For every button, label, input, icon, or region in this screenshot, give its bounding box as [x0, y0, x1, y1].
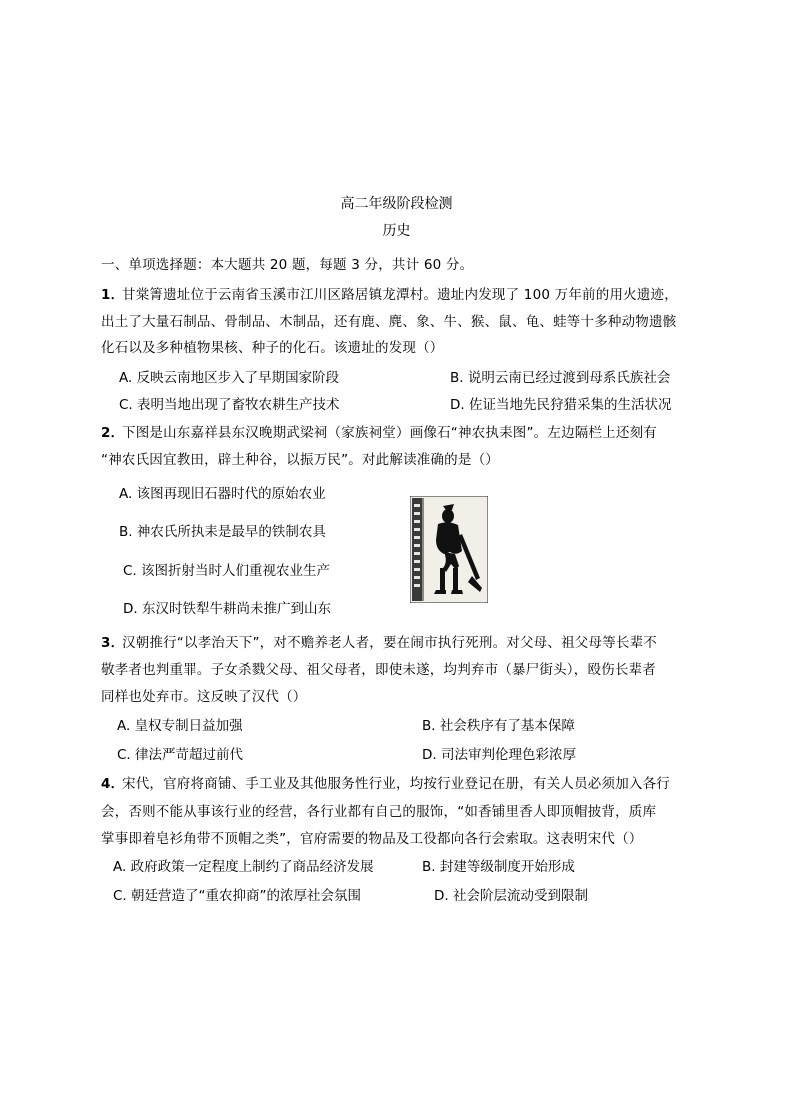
question-line: “神农氏因宜教田，辟土种谷，以振万民”。对此解读准确的是（） [101, 452, 499, 468]
question-line: 掌事即着皂衫角带不顶帽之类”，官府需要的物品及工役都向各行会索取。这表明宋代（） [101, 831, 643, 847]
question-line: 同样也处弃市。这反映了汉代（） [101, 689, 307, 705]
question-line: 下图是山东嘉祥县东汉晚期武梁祠（家族祠堂）画像石“神农执耒图”。左边隔栏上还刻有 [122, 425, 657, 441]
option-d[interactable]: D. 佐证当地先民狩猎采集的生活状况 [450, 397, 672, 413]
option-a[interactable]: A. 政府政策一定程度上制约了商品经济发展 [113, 859, 374, 875]
option-c[interactable]: C. 律法严苛超过前代 [117, 747, 244, 763]
option-c[interactable]: C. 朝廷营造了“重农抑商”的浓厚社会氛围 [113, 888, 361, 904]
subject-title: 历史 [382, 223, 411, 239]
question-line: 会，否则不能从事该行业的经营，各行业都有自己的服饰，“如香铺里香人即顶帽披背，质库 [101, 804, 657, 820]
option-a[interactable]: A. 反映云南地区步入了早期国家阶段 [119, 370, 340, 386]
question-line: 宋代，官府将商铺、手工业及其他服务性行业，均按行业登记在册，有关人员必须加入各行 [122, 776, 670, 792]
question-number: 1． [101, 287, 125, 303]
section-heading: 一、单项选择题：本大题共 20 题，每题 3 分，共计 60 分。 [101, 257, 474, 273]
option-a[interactable]: A. 皇权专制日益加强 [117, 718, 243, 734]
question-number: 3． [101, 635, 125, 651]
question-number: 2． [101, 425, 125, 441]
shennong-relief-image [410, 496, 488, 603]
exam-title: 高二年级阶段检测 [340, 196, 453, 212]
option-d[interactable]: D. 社会阶层流动受到限制 [434, 888, 588, 904]
option-d[interactable]: D. 司法审判伦理色彩浓厚 [422, 747, 576, 763]
question-line: 汉朝推行“以孝治天下”，对不赡养老人者，要在闹市执行死刑。对父母、祖父母等长辈不 [122, 635, 657, 651]
option-b[interactable]: B. 社会秩序有了基本保障 [422, 718, 575, 734]
option-c[interactable]: C. 该图折射当时人们重视农业生产 [123, 563, 331, 579]
option-b[interactable]: B. 封建等级制度开始形成 [422, 859, 575, 875]
question-line: 出土了大量石制品、骨制品、木制品，还有鹿、麂、象、牛、猴、鼠、龟、蛙等十多种动物遗骸 [101, 314, 677, 330]
option-a[interactable]: A. 该图再现旧石器时代的原始农业 [119, 486, 326, 502]
question-line: 化石以及多种植物果核、种子的化石。该遗址的发现（） [101, 340, 444, 356]
question-line: 甘棠箐遗址位于云南省玉溪市江川区路居镇龙潭村。遗址内发现了 100 万年前的用火遗迹， [122, 287, 678, 303]
question-line: 敬孝者也判重罪。子女杀戮父母、祖父母者，即使未遂，均判弃市（暴尸街头），殴伤长辈者 [101, 662, 656, 678]
option-d[interactable]: D. 东汉时铁犁牛耕尚未推广到山东 [123, 601, 331, 617]
option-c[interactable]: C. 表明当地出现了畜牧农耕生产技术 [119, 397, 340, 413]
question-number: 4． [101, 776, 125, 792]
option-b[interactable]: B. 说明云南已经过渡到母系氏族社会 [450, 370, 671, 386]
option-b[interactable]: B. 神农氏所执耒是最早的铁制农具 [119, 524, 326, 540]
